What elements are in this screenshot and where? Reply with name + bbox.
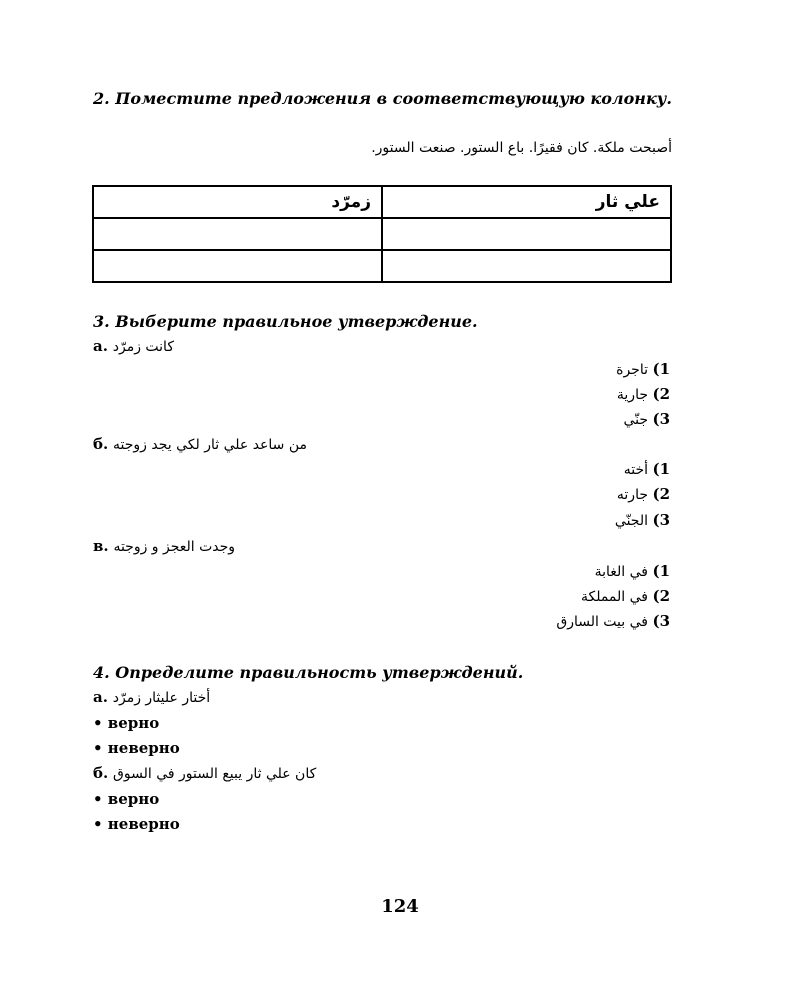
option-number: 2): [652, 485, 670, 503]
option-item[interactable]: [581, 587, 670, 605]
column-header-zumurrud: زمرّد: [93, 186, 382, 218]
option-text: جارية: [616, 387, 648, 403]
statement-a: [93, 688, 210, 706]
answer-false[interactable]: • неверно: [93, 815, 180, 833]
option-item[interactable]: [617, 385, 670, 403]
answer-cell[interactable]: [93, 218, 382, 250]
option-item[interactable]: [623, 410, 670, 428]
statement-text: كان علي ثار يبيع الستور في السوق: [113, 766, 317, 782]
option-item[interactable]: [556, 612, 670, 630]
question-label: а.: [93, 337, 108, 355]
option-number: 1): [652, 360, 670, 378]
option-item[interactable]: [617, 485, 670, 503]
option-number: 2): [652, 385, 670, 403]
question-label: в.: [93, 537, 109, 555]
option-text: في الغابة: [594, 564, 648, 580]
statement-text: أختار عليثار زمرّد: [112, 690, 211, 706]
option-text: جارته: [616, 487, 648, 503]
answer-cell[interactable]: [382, 250, 671, 282]
question-v: [93, 537, 235, 555]
option-item[interactable]: [595, 562, 670, 580]
option-item[interactable]: [616, 360, 670, 378]
option-number: 3): [652, 612, 670, 630]
task-3-title: 3. Выберите правильное утверждение.: [93, 312, 478, 331]
option-item[interactable]: [624, 460, 670, 478]
question-a: [93, 337, 174, 355]
option-text: جنّي: [623, 412, 648, 428]
question-text: كانت زمرّد: [112, 339, 174, 355]
option-number: 3): [652, 511, 670, 529]
option-text: تاجرة: [616, 362, 648, 378]
answer-true[interactable]: • верно: [93, 790, 160, 808]
sorting-table: [92, 185, 672, 283]
option-number: 2): [652, 587, 670, 605]
answer-false[interactable]: • неверно: [93, 739, 180, 757]
option-number: 1): [652, 460, 670, 478]
task-2-sentences: أصبحت ملكة. كان فقيرًا. باع الستور. صنعت الستور.: [371, 140, 672, 156]
answer-true[interactable]: • верно: [93, 714, 160, 732]
task-2-title: 2. Поместите предложения в соответствующую колонку.: [93, 89, 672, 108]
option-text: في المملكة: [580, 589, 648, 605]
statement-label: а.: [93, 688, 108, 706]
statement-label: б.: [93, 764, 109, 782]
question-text: وجدت العجز و زوجته: [113, 539, 236, 555]
page-number: 124: [381, 896, 419, 917]
question-b: [93, 435, 307, 453]
answer-cell[interactable]: [382, 218, 671, 250]
option-text: في بيت السارق: [556, 614, 648, 630]
column-header-ali-thar: علي ثار: [382, 186, 671, 218]
answer-cell[interactable]: [93, 250, 382, 282]
task-4-title: 4. Определите правильность утверждений.: [93, 663, 524, 682]
question-text: من ساعد علي ثار لكي يجد زوجته: [113, 437, 308, 453]
option-text: الجنّي: [614, 513, 648, 529]
option-number: 3): [652, 410, 670, 428]
option-text: أخته: [623, 462, 648, 478]
question-label: б.: [93, 435, 109, 453]
statement-b: [93, 764, 316, 782]
option-number: 1): [652, 562, 670, 580]
option-item[interactable]: [615, 511, 670, 529]
